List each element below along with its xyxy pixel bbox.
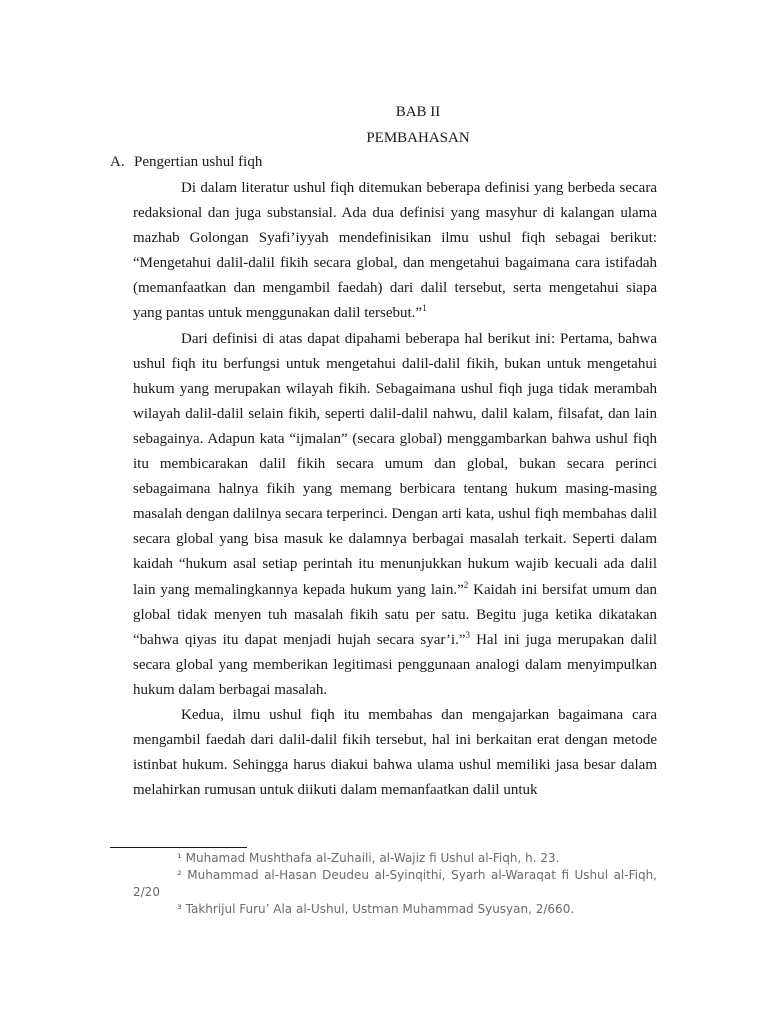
footnotes [133,850,657,918]
footnote-ref: 3 [465,629,471,640]
paragraph-text: Dari definisi di atas dapat dipahami beberapa hal berikut ini: Pertama, bahwa ushul fiqh itu berfungsi untuk mengetahui dalil-dalil fikih, bukan untuk mengetahui hukum yang merupakan wilayah fikih. Sebagaimana ushul fiqh juga tidak merambah wilayah dalil-dalil selain fikih, seperti dalil-dalil nahwu, dalil kalam, filsafat, dan lain sebagainya. Adapun kata “ijmalan” (secara global) menggambarkan bahwa ushul fiqh itu membicarakan dalil fikih secara umum dan global, bukan secara perinci sebagaimana halnya fikih yang memang berbicara tentang hukum masing-masing masalah dengan dalilnya secara terperinci. Dengan arti kata, ushul fiqh membahas dalil secara global yang bisa masuk ke dalamnya berbagai masalah terkait. Seperti dalam kaidah “hukum asal setiap perintah itu menunjukkan hukum wajib kecuali ada dalil lain yang memalingkannya kepada hukum yang lain.” [133,330,657,598]
footnote [133,867,657,901]
footnote-separator [110,847,247,848]
footnote-text: Muhamad Mushthafa al-Zuhaili, al-Wajiz fi Ushul al-Fiqh, h. 23. [181,851,560,865]
section-letter: A. [110,154,125,170]
footnote-ref: 2 [463,579,469,590]
chapter-number: BAB II [395,104,441,120]
paragraph [133,176,657,327]
paragraph-text: Di dalam literatur ushul fiqh ditemukan beberapa definisi yang berbeda secara redaksional dan juga substansial. Ada dua definisi yang masyhur di kalangan ulama mazhab Golongan Syafi’iyyah mendefinisikan ilmu ushul fiqh sebagai berikut: “Mengetahui dalil-dalil fikih secara global, dan mengetahui bagaimana cara istifadah (memanfaatkan dan mengambil faedah) dari dalil tersebut, serta mengetahui siapa yang pantas untuk menggunakan dalil tersebut.” [133,180,657,322]
footnote-marker: ² [177,868,182,882]
paragraph-text: Kaidah ini bersifat umum dan global tidak menyen tuh masalah fikih satu per satu. Begitu juga ketika dikatakan “bahwa qiyas itu dapat menjadi hujah secara syar’i.” [133,581,658,648]
footnote-ref: 1 [422,303,427,314]
footnote-text: Muhammad al-Hasan Deudeu al-Syinqithi, Syarh al-Waraqat fi Ushul al-Fiqh, 2/20 [133,868,657,899]
footnote-text: Takhrijul Furu’ Ala al-Ushul, Ustman Muhammad Syusyan, 2/660. [181,902,575,916]
paragraph-text: Kedua, ilmu ushul fiqh itu membahas dan mengajarkan bagaimana cara mengambil faedah dari dalil-dalil fikih tersebut, hal ini berkaitan erat dengan metode istinbat hukum. Sehingga harus diakui bahwa ulama ushul memiliki jasa besar dalam melahirkan rumusan untuk diikuti dalam memanfaatkan dalil untuk [133,706,657,799]
section-heading [110,152,262,172]
footnote-marker: ¹ [177,851,182,865]
body-text [133,176,657,803]
footnote [133,850,657,867]
footnote-marker: ³ [177,902,182,916]
footnote [133,901,657,918]
paragraph-text: Hal ini juga merupakan dalil secara global yang memberikan legitimasi penggunaan analogi dalam menyimpulkan hukum dalam berbagai masalah. [133,631,657,698]
chapter-title: PEMBAHASAN [366,130,470,146]
paragraph [133,327,657,703]
paragraph [133,703,657,803]
section-title: Pengertian ushul fiqh [134,154,263,170]
